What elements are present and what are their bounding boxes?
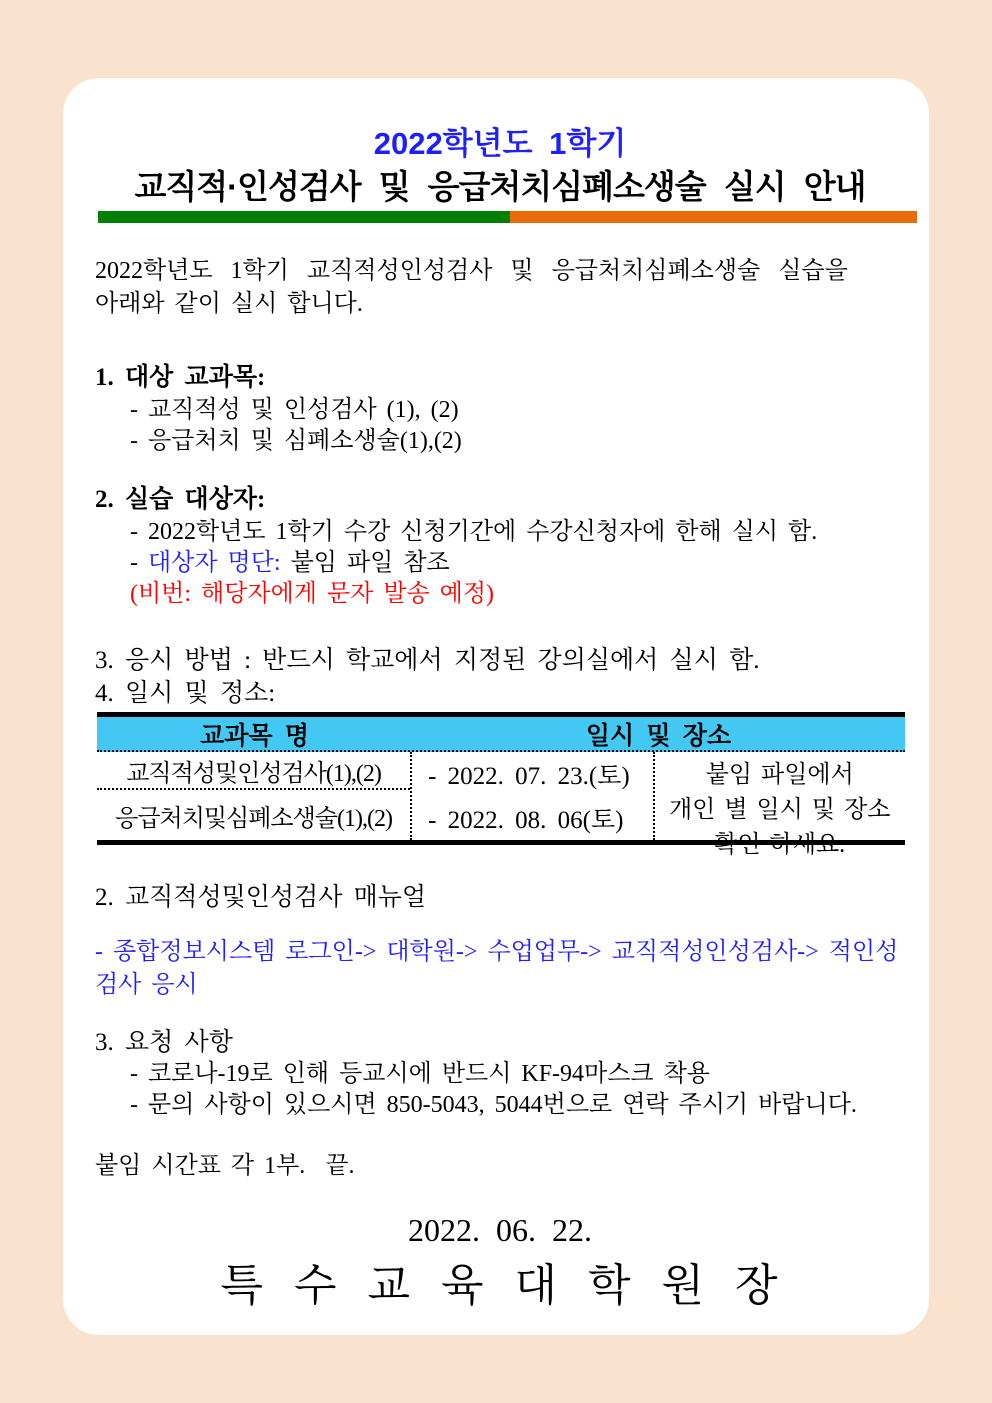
section-targets xyxy=(95,483,905,610)
issue-date: 2022. 06. 22. xyxy=(408,1212,592,1248)
table-date-2: - 2022. 08. 06(토) xyxy=(428,807,624,834)
section-subjects-heading: 1. 대상 교과목: xyxy=(95,364,266,391)
place-column xyxy=(655,752,905,858)
request-item: - 문의 사항이 있으시면 850-5043, 5044번으로 연락 주시기 바랍니다. xyxy=(130,1092,857,1118)
attachment-note: 붙임 시간표 각 1부. 끝. xyxy=(95,1153,355,1179)
target-item-list xyxy=(95,548,905,579)
target-item: - 2022학년도 1학기 수강 신청기간에 수강신청자에 한해 실시 함. xyxy=(130,519,818,545)
place-line-3: 확인 하세요. xyxy=(714,832,846,858)
schedule-table-body xyxy=(97,752,905,858)
intro-line-1: 2022학년도 1학기 교직적성인성검사 및 응급처치심폐소생술 실습을 xyxy=(95,258,848,284)
signature-dean: 특 수 교 육 대 학 원 장 xyxy=(220,1261,780,1310)
request-item: - 코로나-19로 인해 등교시에 반드시 KF-94마스크 착용 xyxy=(130,1061,710,1087)
title-underline-orange-segment xyxy=(510,211,917,223)
title-underline xyxy=(98,211,917,223)
target-item-dash: - xyxy=(130,550,148,576)
title-underline-green-segment xyxy=(98,211,510,223)
manual-navigation-path: - 종합정보시스템 로그인-> 대학원-> 수업업무-> 교직적성인성검사-> 적인성검사 응시 xyxy=(95,939,899,998)
section-targets-heading: 2. 실습 대상자: xyxy=(95,486,266,513)
header-cell-subject: 교과목 명 xyxy=(200,722,309,750)
schedule-table xyxy=(97,712,905,858)
section-requests-heading: 3. 요청 사항 xyxy=(95,1029,233,1056)
target-item-blue-label: 대상자 명단: xyxy=(148,550,281,576)
section-subjects xyxy=(95,361,905,457)
subject-item: - 교직적성 및 인성검사 (1), (2) xyxy=(130,397,459,423)
section-manual-heading: 2. 교직적성및인성검사 매뉴얼 xyxy=(95,884,427,911)
intro-line-2: 아래와 같이 실시 합니다. xyxy=(95,291,363,317)
target-item-rest: 붙임 파일 참조 xyxy=(280,550,450,576)
subject-item: - 응급처치 및 심폐소생술(1),(2) xyxy=(130,428,462,454)
schedule-table-header xyxy=(97,717,905,752)
notice-card xyxy=(63,78,929,1335)
table-row-subject-2: 응급처치및심폐소생술(1),(2) xyxy=(97,788,410,840)
intro-paragraph xyxy=(95,255,905,321)
section-method-heading: 3. 응시 방법 : 반드시 학교에서 지정된 강의실에서 실시 함. xyxy=(95,647,760,674)
target-item-password-note: (비번: 해당자에게 문자 발송 예정) xyxy=(130,581,495,607)
table-row-subject-1: 교직적성및인성검사(1),(2) xyxy=(126,760,381,787)
place-line-1: 붙임 파일에서 xyxy=(705,762,854,788)
section-requests xyxy=(95,1026,905,1121)
notice-subtitle: 2022학년도 1학기 xyxy=(373,126,627,161)
table-date-1: - 2022. 07. 23.(토) xyxy=(428,763,630,790)
date-column xyxy=(412,752,654,840)
header-cell-datetime-place: 일시 및 장소 xyxy=(585,722,732,750)
section-schedule-heading: 4. 일시 및 정소: xyxy=(95,680,276,707)
subject-column xyxy=(97,752,412,840)
notice-title: 교직적·인성검사 및 응급처치심폐소생술 실시 안내 xyxy=(134,168,866,205)
place-line-2: 개인 별 일시 및 장소 xyxy=(668,797,891,823)
